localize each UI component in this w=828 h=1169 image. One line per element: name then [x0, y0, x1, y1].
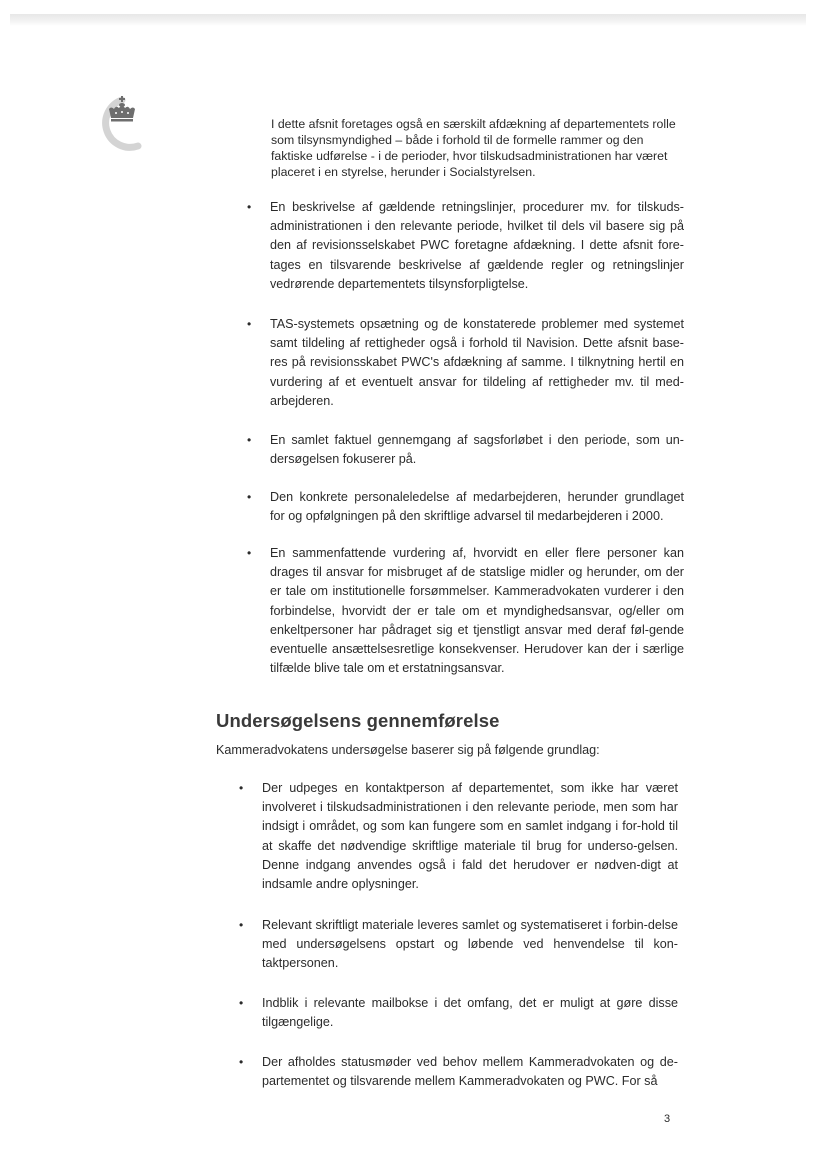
list-item-text: Der afholdes statusmøder ved behov mellem Kammeradvokaten og de-partementet og tilsvarende mellem Kammeradvokaten og PWC. For så [262, 1055, 678, 1089]
list-item [247, 431, 684, 469]
list-item-text: TAS-systemets opsætning og de konstaterede problemer med systemet samt tildeling af rettigheder også i forhold til Navision. Dette afsnit base-res på revisionsskabet PWC's afdækning af samme. I tilknytning hertil en vurdering af et eventuelt ansvar for tildeling af rettigheder mv. til med-arbejderen. [270, 317, 684, 408]
section-lead: Kammeradvokatens undersøgelse baserer sig på følgende grundlag: [216, 743, 600, 757]
list-item-text: Indblik i relevante mailbokse i det omfang, det er muligt at gøre disse tilgængelige. [262, 996, 678, 1030]
section-heading: Undersøgelsens gennemførelse [216, 710, 500, 731]
list-item-text: En samlet faktuel gennemgang af sagsforløbet i den periode, som un-dersøgelsen fokuserer på. [270, 433, 684, 467]
bullet-icon: • [239, 1055, 244, 1069]
list-item-text: Relevant skriftligt materiale leveres samlet og systematiseret i forbin-delse med undersøgelsens opstart og løbende ved henvendelse til kon-taktpersonen. [262, 918, 678, 971]
list-item-text: En beskrivelse af gældende retningslinjer, procedurer mv. for tilskuds-administrationen i den relevante periode, hvilket til dels vil basere sig på den af revisionsselskabet PWC foretagne afdækning. I dette afsnit fore-tages en tilsvarende beskrivelse af gældende regler og retningslinjer vedrørende departementets tilsynsforpligtelse. [270, 200, 684, 291]
bullet-icon: • [247, 317, 252, 331]
bullet-icon: • [247, 490, 252, 504]
list-item [239, 994, 678, 1032]
bullet-icon: • [247, 433, 252, 447]
list-item [247, 315, 684, 411]
bullet-icon: • [247, 546, 252, 560]
list-item [239, 1053, 678, 1091]
bullet-icon: • [239, 918, 244, 932]
page-number: 3 [664, 1113, 671, 1125]
intro-paragraph: I dette afsnit foretages også en særskilt afdækning af departementets rolle som tilsynsmyndighed – både i forhold til de formelle rammer og den faktiske udførelse - i de perioder, hvor tilskudsadministrationen har været placeret i en styrelse, herunder i Socialstyrelsen. [271, 117, 676, 179]
list-item-text: En sammenfattende vurdering af, hvorvidt en eller flere personer kan drages til ansvar for misbruget af de statslige midler og herunder, om der er tale om institutionelle forsømmelser. Kammeradvokaten vurderer i den forbindelse, hvorvidt der er tale om et myndighedsansvar, og/eller om enkeltpersoner har pådraget sig et tjenstligt ansvar med deraf føl-gende eventuelle ansættelsesretlige konsekvenser. Herudover kan der i særlige tilfælde blive tale om et erstatningsansvar. [270, 546, 684, 676]
list-item [239, 779, 678, 894]
bullet-icon: • [247, 200, 252, 214]
list-item [247, 488, 684, 526]
list-item-text: Den konkrete personaleledelse af medarbejderen, herunder grundlaget for og opfølgningen på den skriftlige advarsel til medarbejderen i 2000. [270, 490, 684, 524]
list-item [247, 544, 684, 678]
bullet-icon: • [239, 781, 244, 795]
list-item-text: Der udpeges en kontaktperson af departementet, som ikke har været involveret i tilskudsadministrationen i den relevante periode, men som har indsigt i området, og som kan fungere som en samlet indgang i for-hold til at skaffe det nødvendige skriftlige materiale til brug for underso-gelsen. Denne indgang anvendes også i fald det herudover er nødven-digt at indsamle andre oplysninger. [262, 781, 678, 892]
list-item [239, 916, 678, 974]
bullet-icon: • [239, 996, 244, 1010]
list-item [247, 198, 684, 294]
